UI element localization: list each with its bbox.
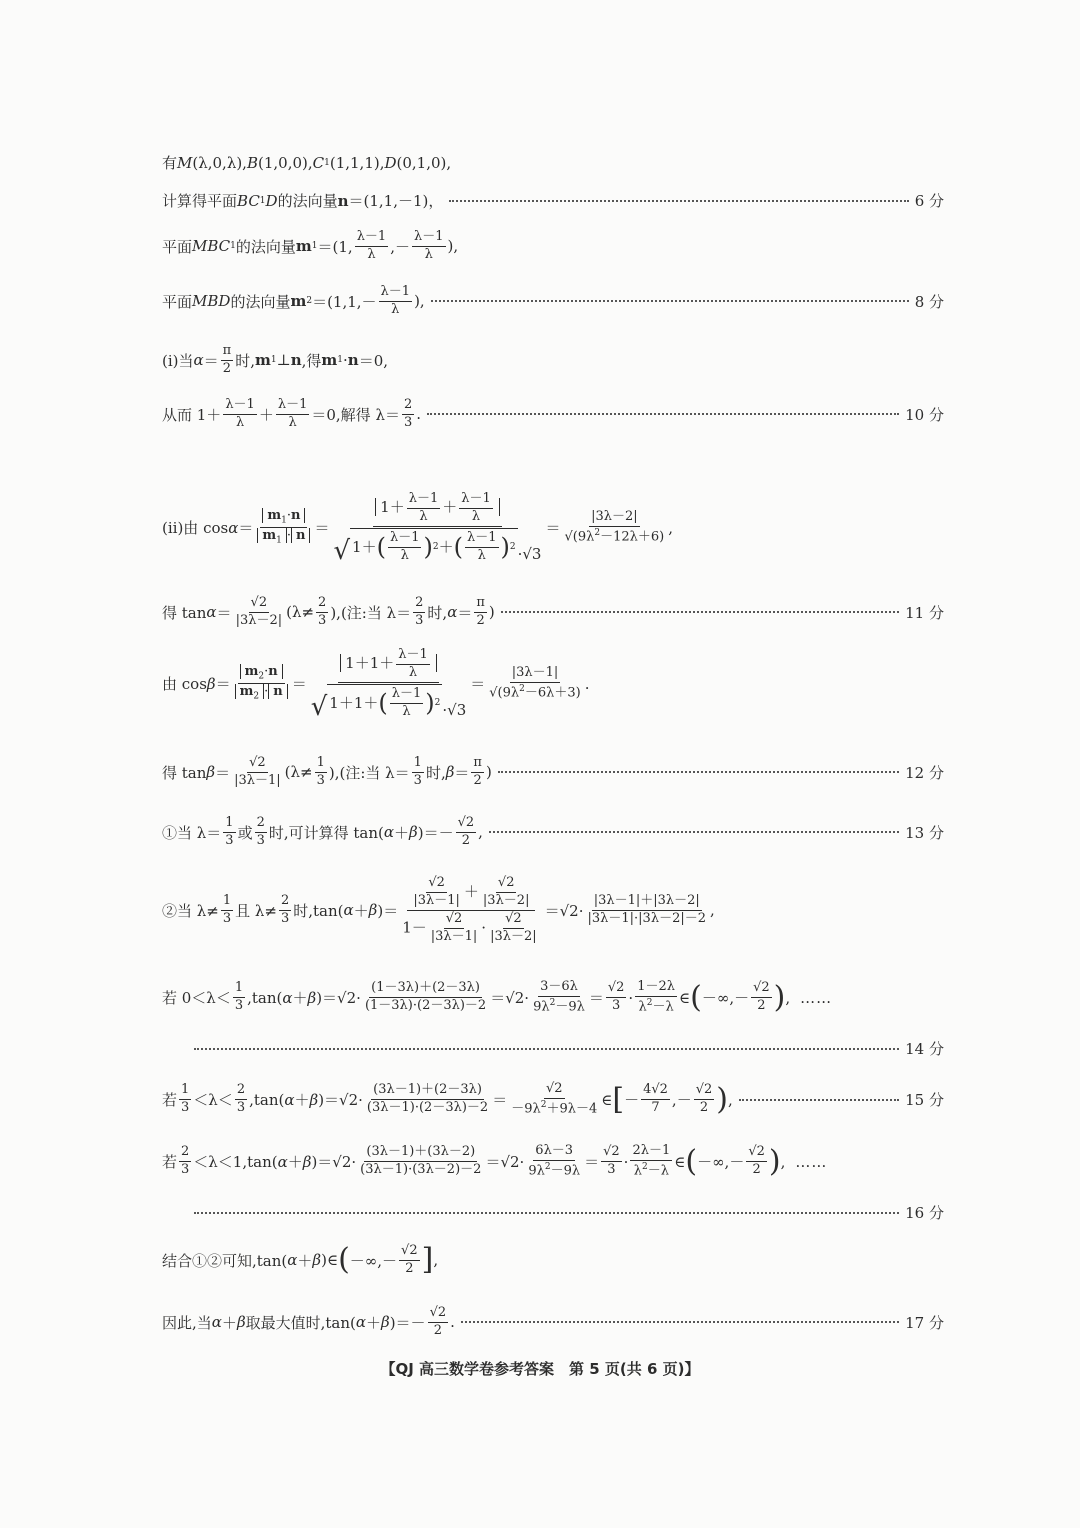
trailing-dots: …… <box>795 1152 828 1171</box>
coordinates-line: 有 M (λ,0,λ), B (1,0,0), C 1 (1,1,1), D (0,1,0), <box>162 153 452 172</box>
solve-lambda-line: 从而 1＋ $\frac{\lambda-1}{\lambda}$ ＋ $\frac{\lambda-1}{\lambda}$ ＝0,解得 λ＝ $\frac{2}{3}$ . 10 分 <box>162 397 944 430</box>
score-14-line <box>162 1038 944 1059</box>
case-2-line: ②当 λ≠ $\frac{1}{3}$ 且 λ≠ $\frac{2}{3}$ 时,tan( α ＋ β )＝ $\frac{√2}{|3\lambda-1|}$ ＋ $\frac{√2}{|3\lambda-2|}$ 1－ $\frac{√2}{|3\lambda-1|}$ · $\frac{√2}{|3\lambda-2|}$ ＝√2· $\frac{|3\lambda-1|+|3\lambda-2|}{|3\lambda-1|\cdot|3\lambda-2|-2}$ , <box>162 875 715 944</box>
score-10: 10 分 <box>905 405 944 424</box>
cos-beta-line: 由 cos β ＝ $\frac{m_2\cdot n}{m_2 \cdot n}$ ＝ 1＋1＋ $\frac{\lambda-1}{\lambda}$ √ 1＋1＋ ( $\frac{\lambda-1}{\lambda}$ ) 2 ·√3 ＝ $\frac{|3\lambda-1|}{√(9\lambda^2-6\lambda+3)}$ . <box>162 647 590 722</box>
normal-vector-bc1d-line: 计算得平面 BC 1 D 的法向量 n ＝(1,1,－1)， 6 分 <box>162 191 944 210</box>
score-16-line <box>162 1202 944 1223</box>
score-13: 13 分 <box>905 823 944 842</box>
combine-line: 结合①②可知,tan( α ＋ β )∈ ( －∞,－ $\frac{√2}{2}$ ] , <box>162 1242 439 1278</box>
dot-leader <box>194 1212 899 1214</box>
dot-leader <box>461 1321 899 1323</box>
tan-alpha-line: 得 tan α ＝ $\frac{√2}{|3\lambda-2|}$ (λ≠ $\frac{2}{3}$ ),(注:当 λ＝ $\frac{2}{3}$ 时, α ＝ $\frac{\pi}{2}$ ) 11 分 <box>162 595 944 628</box>
dot-leader <box>194 1048 899 1050</box>
normal-vector-mbc1-line: 平面 MBC 1 的法向量 m 1 ＝(1, $\frac{\lambda-1}{\lambda}$ ,－ $\frac{\lambda-1}{\lambda}$ ), <box>162 229 459 262</box>
normal-vector-mbd-line: 平面 MBD 的法向量 m 2 ＝(1,1,－ $\frac{\lambda-1}{\lambda}$ ), 8 分 <box>162 284 944 317</box>
score-14: 14 分 <box>905 1040 944 1058</box>
score-17: 17 分 <box>905 1313 944 1332</box>
range-3-line: 若 $\frac{2}{3}$ ＜λ＜1,tan( α ＋ β )＝√2· $\frac{(3\lambda-1)+(3\lambda-2)}{(3\lambda-1)\cdot(3\lambda-2)-2}$ ＝√2· $\frac{6\lambda-3}{9\lambda^2-9\lambda}$ ＝ $\frac{√2}{3}$ · $\frac{2\lambda-1}{\lambda^2-\lambda}$ ∈ ( －∞,－ $\frac{√2}{2}$ ) , …… <box>162 1143 828 1179</box>
dot-leader <box>449 200 908 202</box>
dot-leader <box>427 413 899 415</box>
score-16: 16 分 <box>905 1204 944 1222</box>
score-11: 11 分 <box>905 603 944 622</box>
dot-leader <box>498 771 899 773</box>
score-6: 6 分 <box>914 192 944 210</box>
cos-alpha-line: (ⅱ)由 cos α ＝ $\frac{m_1\cdot n}{m_1 \cdot n}$ ＝ 1＋ $\frac{\lambda-1}{\lambda}$ ＋ $\frac{\lambda-1}{\lambda}$ √ 1＋ ( $\frac{\lambda-1}{\lambda}$ ) 2 ＋ ( $\frac{\lambda-1}{\lambda}$ ) 2 ·√3 ＝ $\frac{|3\lambda-2|}{√(9\lambda^2-12\lambda+6)}$ , <box>162 491 674 566</box>
range-2-line: 若 $\frac{1}{3}$ ＜λ＜ $\frac{2}{3}$ ,tan( α ＋ β )＝√2· $\frac{(3\lambda-1)+(2-3\lambda)}{(3\lambda-1)\cdot(2-3\lambda)-2}$ ＝ $\frac{√2}{-9\lambda^2+9\lambda-4}$ ∈ [ － $\frac{4√2}{7}$ ,－ $\frac{√2}{2}$ ) , 15 分 <box>162 1081 944 1117</box>
dot-leader <box>431 300 909 302</box>
case-i-line: (ⅰ)当 α ＝ $\frac{\pi}{2}$ 时, m 1 ⊥ n ,得 m 1 · n ＝0, <box>162 343 389 376</box>
conclusion-line: 因此,当 α ＋ β 取最大值时,tan( α ＋ β )＝－ $\frac{√2}{2}$ . 17 分 <box>162 1305 944 1338</box>
case-1-line: ①当 λ＝ $\frac{1}{3}$ 或 $\frac{2}{3}$ 时,可计算得 tan( α ＋ β )＝－ $\frac{√2}{2}$ , 13 分 <box>162 815 944 848</box>
dot-leader <box>489 831 899 833</box>
dot-leader <box>739 1099 899 1101</box>
score-15: 15 分 <box>905 1091 944 1110</box>
dot-leader <box>501 611 899 613</box>
trailing-dots: …… <box>800 988 833 1007</box>
score-8: 8 分 <box>914 292 944 311</box>
page-footer: 【QJ 高三数学卷参考答案 第 5 页(共 6 页)】 <box>380 1360 700 1378</box>
tan-beta-line: 得 tan β ＝ $\frac{√2}{|3\lambda-1|}$ (λ≠ $\frac{1}{3}$ ),(注:当 λ＝ $\frac{1}{3}$ 时, β ＝ $\frac{\pi}{2}$ ) 12 分 <box>162 755 944 788</box>
range-1-line: 若 0＜λ＜ $\frac{1}{3}$ ,tan( α ＋ β )＝√2· $\frac{(1-3\lambda)+(2-3\lambda)}{(1-3\lambda)\cdot(2-3\lambda)-2}$ ＝√2· $\frac{3-6\lambda}{9\lambda^2-9\lambda}$ ＝ $\frac{√2}{3}$ · $\frac{1-2\lambda}{\lambda^2-\lambda}$ ∈ ( －∞,－ $\frac{√2}{2}$ ) , …… <box>162 979 833 1015</box>
score-12: 12 分 <box>905 763 944 782</box>
